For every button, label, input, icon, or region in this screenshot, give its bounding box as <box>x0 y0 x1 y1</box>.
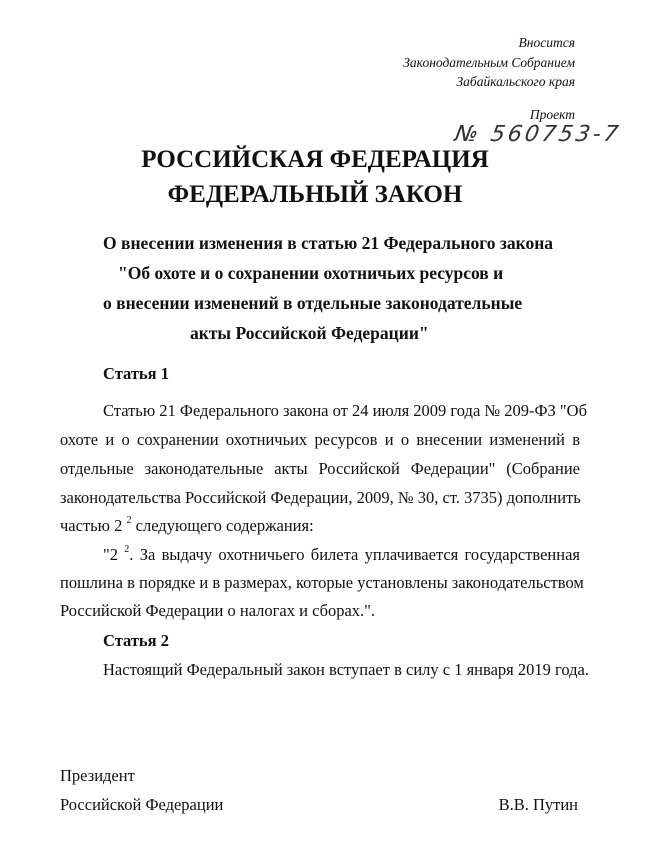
signatory-title: Российской Федерации <box>60 795 224 814</box>
submitted-by-line: Законодательным Собранием <box>403 55 575 70</box>
submitted-by-line: Забайкальского края <box>456 74 575 89</box>
signatory-name: В.В. Путин <box>498 795 578 814</box>
paragraph-line: частью 2 $^2$ следующего содержания: <box>60 515 314 535</box>
quoted-amendment-line: "2 $^2$. За выдачу охотничьего билета уплачивается государственная <box>103 544 580 564</box>
document-type-title: ФЕДЕРАЛЬНЫЙ ЗАКОН <box>167 181 463 208</box>
paragraph-line: Статью 21 Федерального закона от 24 июля 2009 года № 209-ФЗ "Об <box>103 401 587 420</box>
quoted-amendment-line: Российской Федерации о налогах и сборах.". <box>60 601 376 620</box>
law-title-line: о внесении изменений в отдельные законодательные <box>103 293 523 313</box>
article-2-heading: Статья 2 <box>103 631 169 650</box>
law-title-line: О внесении изменения в статью 21 Федерального закона <box>103 233 554 253</box>
law-title-line: акты Российской Федерации" <box>190 323 429 343</box>
handwritten-registration-number: № 560753-7 <box>452 122 624 147</box>
article-2-text: Настоящий Федеральный закон вступает в силу с 1 января 2019 года. <box>103 660 589 679</box>
draft-label: Проект <box>529 107 575 122</box>
article-1-heading: Статья 1 <box>103 364 169 383</box>
paragraph-line: охоте и о сохранении охотничьих ресурсов и о внесении изменений в <box>60 430 580 449</box>
paragraph-line: законодательства Российской Федерации, 2009, № 30, ст. 3735) дополнить <box>60 488 581 507</box>
signatory-title: Президент <box>60 766 135 785</box>
quoted-amendment-line: пошлина в порядке и в размерах, которые установлены законодательством <box>60 573 584 592</box>
paragraph-line: отдельные законодательные акты Российской Федерации" (Собрание <box>60 459 580 478</box>
submitted-by-line: Вносится <box>518 35 575 50</box>
country-title: РОССИЙСКАЯ ФЕДЕРАЦИЯ <box>141 146 489 173</box>
law-title-line: "Об охоте и о сохранении охотничьих ресурсов и <box>118 263 504 283</box>
